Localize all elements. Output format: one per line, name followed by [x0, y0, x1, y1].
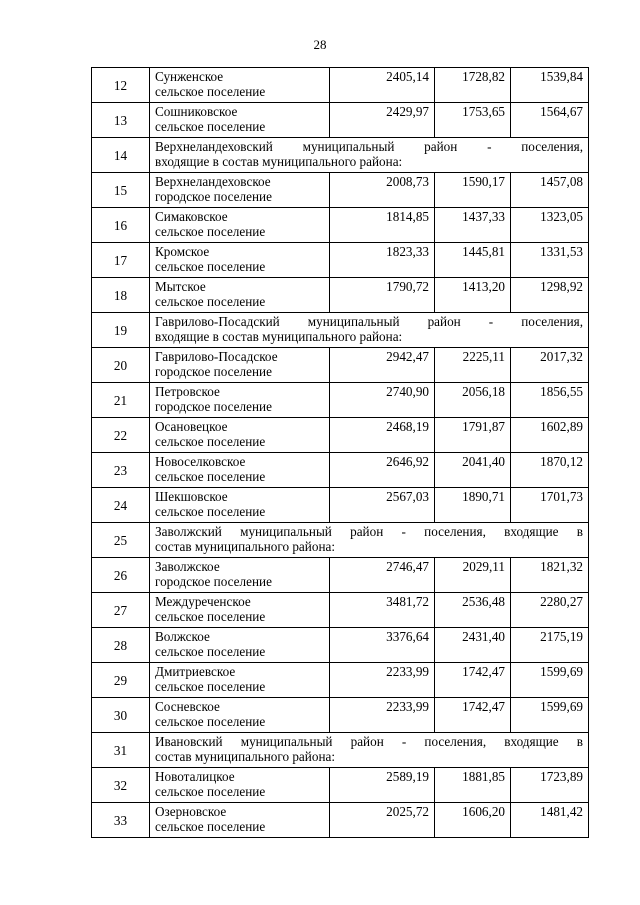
- settlement-name-line2: сельское поселение: [155, 714, 266, 729]
- value-cell-1: 2405,14: [330, 68, 435, 103]
- settlement-name-line2: сельское поселение: [155, 259, 266, 274]
- row-number: 14: [92, 138, 150, 173]
- settlement-name: [150, 628, 330, 663]
- row-number: 16: [92, 208, 150, 243]
- value-cell-2: 1753,65: [435, 103, 511, 138]
- row-number: 30: [92, 698, 150, 733]
- value-cell-2: 2056,18: [435, 383, 511, 418]
- value-cell-3: 2175,19: [511, 628, 589, 663]
- value-cell-1: 2429,97: [330, 103, 435, 138]
- settlement-name-line2: сельское поселение: [155, 609, 266, 624]
- value-cell-1: 3481,72: [330, 593, 435, 628]
- value-cell-2: 2536,48: [435, 593, 511, 628]
- value-cell-1: 2746,47: [330, 558, 435, 593]
- settlement-name-line1: Осановецкое: [155, 419, 228, 434]
- settlement-name-line1: Гаврилово-Посадское: [155, 349, 278, 364]
- value-cell-3: 1602,89: [511, 418, 589, 453]
- settlement-name: [150, 803, 330, 838]
- settlement-name-line1: Верхнеландеховское: [155, 174, 271, 189]
- settlement-name-line2: сельское поселение: [155, 434, 266, 449]
- value-cell-1: 2589,19: [330, 768, 435, 803]
- settlement-name-line2: городское поселение: [155, 364, 272, 379]
- table-row: [92, 698, 589, 733]
- value-cell-3: 1821,32: [511, 558, 589, 593]
- district-heading-line2: состав муниципального района:: [155, 539, 336, 554]
- value-cell-1: 1790,72: [330, 278, 435, 313]
- settlement-name-line1: Новоселковское: [155, 454, 246, 469]
- value-cell-3: 2280,27: [511, 593, 589, 628]
- settlement-name-line2: сельское поселение: [155, 504, 266, 519]
- value-cell-1: 1814,85: [330, 208, 435, 243]
- table-row: [92, 208, 589, 243]
- row-number: 29: [92, 663, 150, 698]
- settlement-name-line1: Петровское: [155, 384, 220, 399]
- value-cell-3: 1701,73: [511, 488, 589, 523]
- table-row: [92, 68, 589, 103]
- settlement-name-line2: сельское поселение: [155, 84, 266, 99]
- value-cell-2: 1437,33: [435, 208, 511, 243]
- section-row: [92, 313, 589, 348]
- value-cell-2: 1791,87: [435, 418, 511, 453]
- row-number: 25: [92, 523, 150, 558]
- settlement-name-line1: Озерновское: [155, 804, 227, 819]
- value-cell-3: 1870,12: [511, 453, 589, 488]
- table-row: [92, 243, 589, 278]
- settlement-name-line1: Новоталицкое: [155, 769, 235, 784]
- table-row: [92, 768, 589, 803]
- value-cell-3: 1457,08: [511, 173, 589, 208]
- settlement-name-line1: Симаковское: [155, 209, 228, 224]
- settlement-name-line2: сельское поселение: [155, 469, 266, 484]
- settlement-name-line2: городское поселение: [155, 399, 272, 414]
- table-row: [92, 348, 589, 383]
- settlement-name-line1: Кромское: [155, 244, 210, 259]
- settlement-name: [150, 278, 330, 313]
- value-cell-1: 2646,92: [330, 453, 435, 488]
- settlement-name-line2: сельское поселение: [155, 679, 266, 694]
- settlement-name: [150, 173, 330, 208]
- value-cell-1: 1823,33: [330, 243, 435, 278]
- district-heading-line1: Гаврилово-Посадский муниципальный район - поселения,: [155, 314, 583, 329]
- settlement-name: [150, 243, 330, 278]
- settlement-name-line1: Заволжское: [155, 559, 220, 574]
- district-heading: [150, 523, 589, 558]
- row-number: 17: [92, 243, 150, 278]
- table-row: [92, 103, 589, 138]
- row-number: 27: [92, 593, 150, 628]
- settlement-name-line1: Волжское: [155, 629, 210, 644]
- settlement-name-line1: Шекшовское: [155, 489, 228, 504]
- settlement-name-line1: Междуреченское: [155, 594, 251, 609]
- district-heading-line2: входящие в состав муниципального района:: [155, 154, 403, 169]
- value-cell-3: 1323,05: [511, 208, 589, 243]
- table-row: [92, 488, 589, 523]
- district-heading-line1: Ивановский муниципальный район - поселения, входящие в: [155, 734, 583, 749]
- settlement-name: [150, 698, 330, 733]
- value-cell-3: 1564,67: [511, 103, 589, 138]
- row-number: 33: [92, 803, 150, 838]
- value-cell-1: 2567,03: [330, 488, 435, 523]
- value-cell-1: 2233,99: [330, 663, 435, 698]
- settlement-name-line1: Сошниковское: [155, 104, 238, 119]
- value-cell-3: 1723,89: [511, 768, 589, 803]
- settlement-name-line2: городское поселение: [155, 574, 272, 589]
- table-body: [92, 68, 589, 838]
- district-heading-line2: входящие в состав муниципального района:: [155, 329, 403, 344]
- value-cell-2: 1606,20: [435, 803, 511, 838]
- value-cell-3: 1599,69: [511, 663, 589, 698]
- district-heading: [150, 313, 589, 348]
- value-cell-3: 1481,42: [511, 803, 589, 838]
- table-row: [92, 593, 589, 628]
- settlement-name: [150, 663, 330, 698]
- row-number: 20: [92, 348, 150, 383]
- value-cell-2: 2225,11: [435, 348, 511, 383]
- value-cell-2: 1413,20: [435, 278, 511, 313]
- table-row: [92, 383, 589, 418]
- settlement-name: [150, 453, 330, 488]
- district-heading: [150, 138, 589, 173]
- value-cell-1: 2025,72: [330, 803, 435, 838]
- value-cell-1: 2942,47: [330, 348, 435, 383]
- value-cell-3: 1539,84: [511, 68, 589, 103]
- settlement-name-line1: Сунженское: [155, 69, 224, 84]
- value-cell-2: 2431,40: [435, 628, 511, 663]
- value-cell-3: 1298,92: [511, 278, 589, 313]
- settlement-name: [150, 103, 330, 138]
- settlement-name-line2: сельское поселение: [155, 119, 266, 134]
- settlement-name-line2: городское поселение: [155, 189, 272, 204]
- value-cell-1: 2233,99: [330, 698, 435, 733]
- row-number: 24: [92, 488, 150, 523]
- row-number: 15: [92, 173, 150, 208]
- value-cell-1: 2740,90: [330, 383, 435, 418]
- row-number: 18: [92, 278, 150, 313]
- table-row: [92, 803, 589, 838]
- row-number: 22: [92, 418, 150, 453]
- row-number: 31: [92, 733, 150, 768]
- value-cell-2: 1445,81: [435, 243, 511, 278]
- value-cell-3: 2017,32: [511, 348, 589, 383]
- settlement-name: [150, 593, 330, 628]
- district-heading-line2: состав муниципального района:: [155, 749, 336, 764]
- value-cell-2: 1742,47: [435, 698, 511, 733]
- row-number: 23: [92, 453, 150, 488]
- settlement-name: [150, 558, 330, 593]
- value-cell-2: 1590,17: [435, 173, 511, 208]
- value-cell-2: 1890,71: [435, 488, 511, 523]
- settlement-name: [150, 768, 330, 803]
- value-cell-3: 1331,53: [511, 243, 589, 278]
- row-number: 13: [92, 103, 150, 138]
- value-cell-2: 1742,47: [435, 663, 511, 698]
- settlement-name: [150, 488, 330, 523]
- table-row: [92, 453, 589, 488]
- section-row: [92, 733, 589, 768]
- table-row: [92, 663, 589, 698]
- table-row: [92, 628, 589, 663]
- value-cell-3: 1856,55: [511, 383, 589, 418]
- row-number: 32: [92, 768, 150, 803]
- settlement-name-line2: сельское поселение: [155, 819, 266, 834]
- settlement-name: [150, 68, 330, 103]
- section-row: [92, 523, 589, 558]
- row-number: 21: [92, 383, 150, 418]
- value-cell-2: 2029,11: [435, 558, 511, 593]
- settlement-name-line2: сельское поселение: [155, 784, 266, 799]
- table-row: [92, 558, 589, 593]
- value-cell-2: 1881,85: [435, 768, 511, 803]
- row-number: 19: [92, 313, 150, 348]
- value-cell-3: 1599,69: [511, 698, 589, 733]
- settlement-name: [150, 208, 330, 243]
- district-heading-line1: Верхнеландеховский муниципальный район - поселения,: [155, 139, 583, 154]
- settlement-name-line2: сельское поселение: [155, 294, 266, 309]
- table-row: [92, 173, 589, 208]
- row-number: 28: [92, 628, 150, 663]
- value-cell-2: 2041,40: [435, 453, 511, 488]
- settlement-name-line1: Дмитриевское: [155, 664, 236, 679]
- value-cell-2: 1728,82: [435, 68, 511, 103]
- settlement-name: [150, 418, 330, 453]
- district-heading: [150, 733, 589, 768]
- settlement-name: [150, 348, 330, 383]
- value-cell-1: 2008,73: [330, 173, 435, 208]
- district-heading-line1: Заволжский муниципальный район - поселения, входящие в: [155, 524, 583, 539]
- section-row: [92, 138, 589, 173]
- settlement-name: [150, 383, 330, 418]
- page-number: 28: [313, 37, 327, 52]
- settlement-name-line1: Мытское: [155, 279, 206, 294]
- row-number: 12: [92, 68, 150, 103]
- settlement-name-line1: Сосневское: [155, 699, 220, 714]
- row-number: 26: [92, 558, 150, 593]
- value-cell-1: 3376,64: [330, 628, 435, 663]
- settlements-table: [91, 67, 589, 838]
- settlement-name-line2: сельское поселение: [155, 224, 266, 239]
- table-row: [92, 278, 589, 313]
- settlement-name-line2: сельское поселение: [155, 644, 266, 659]
- value-cell-1: 2468,19: [330, 418, 435, 453]
- table-row: [92, 418, 589, 453]
